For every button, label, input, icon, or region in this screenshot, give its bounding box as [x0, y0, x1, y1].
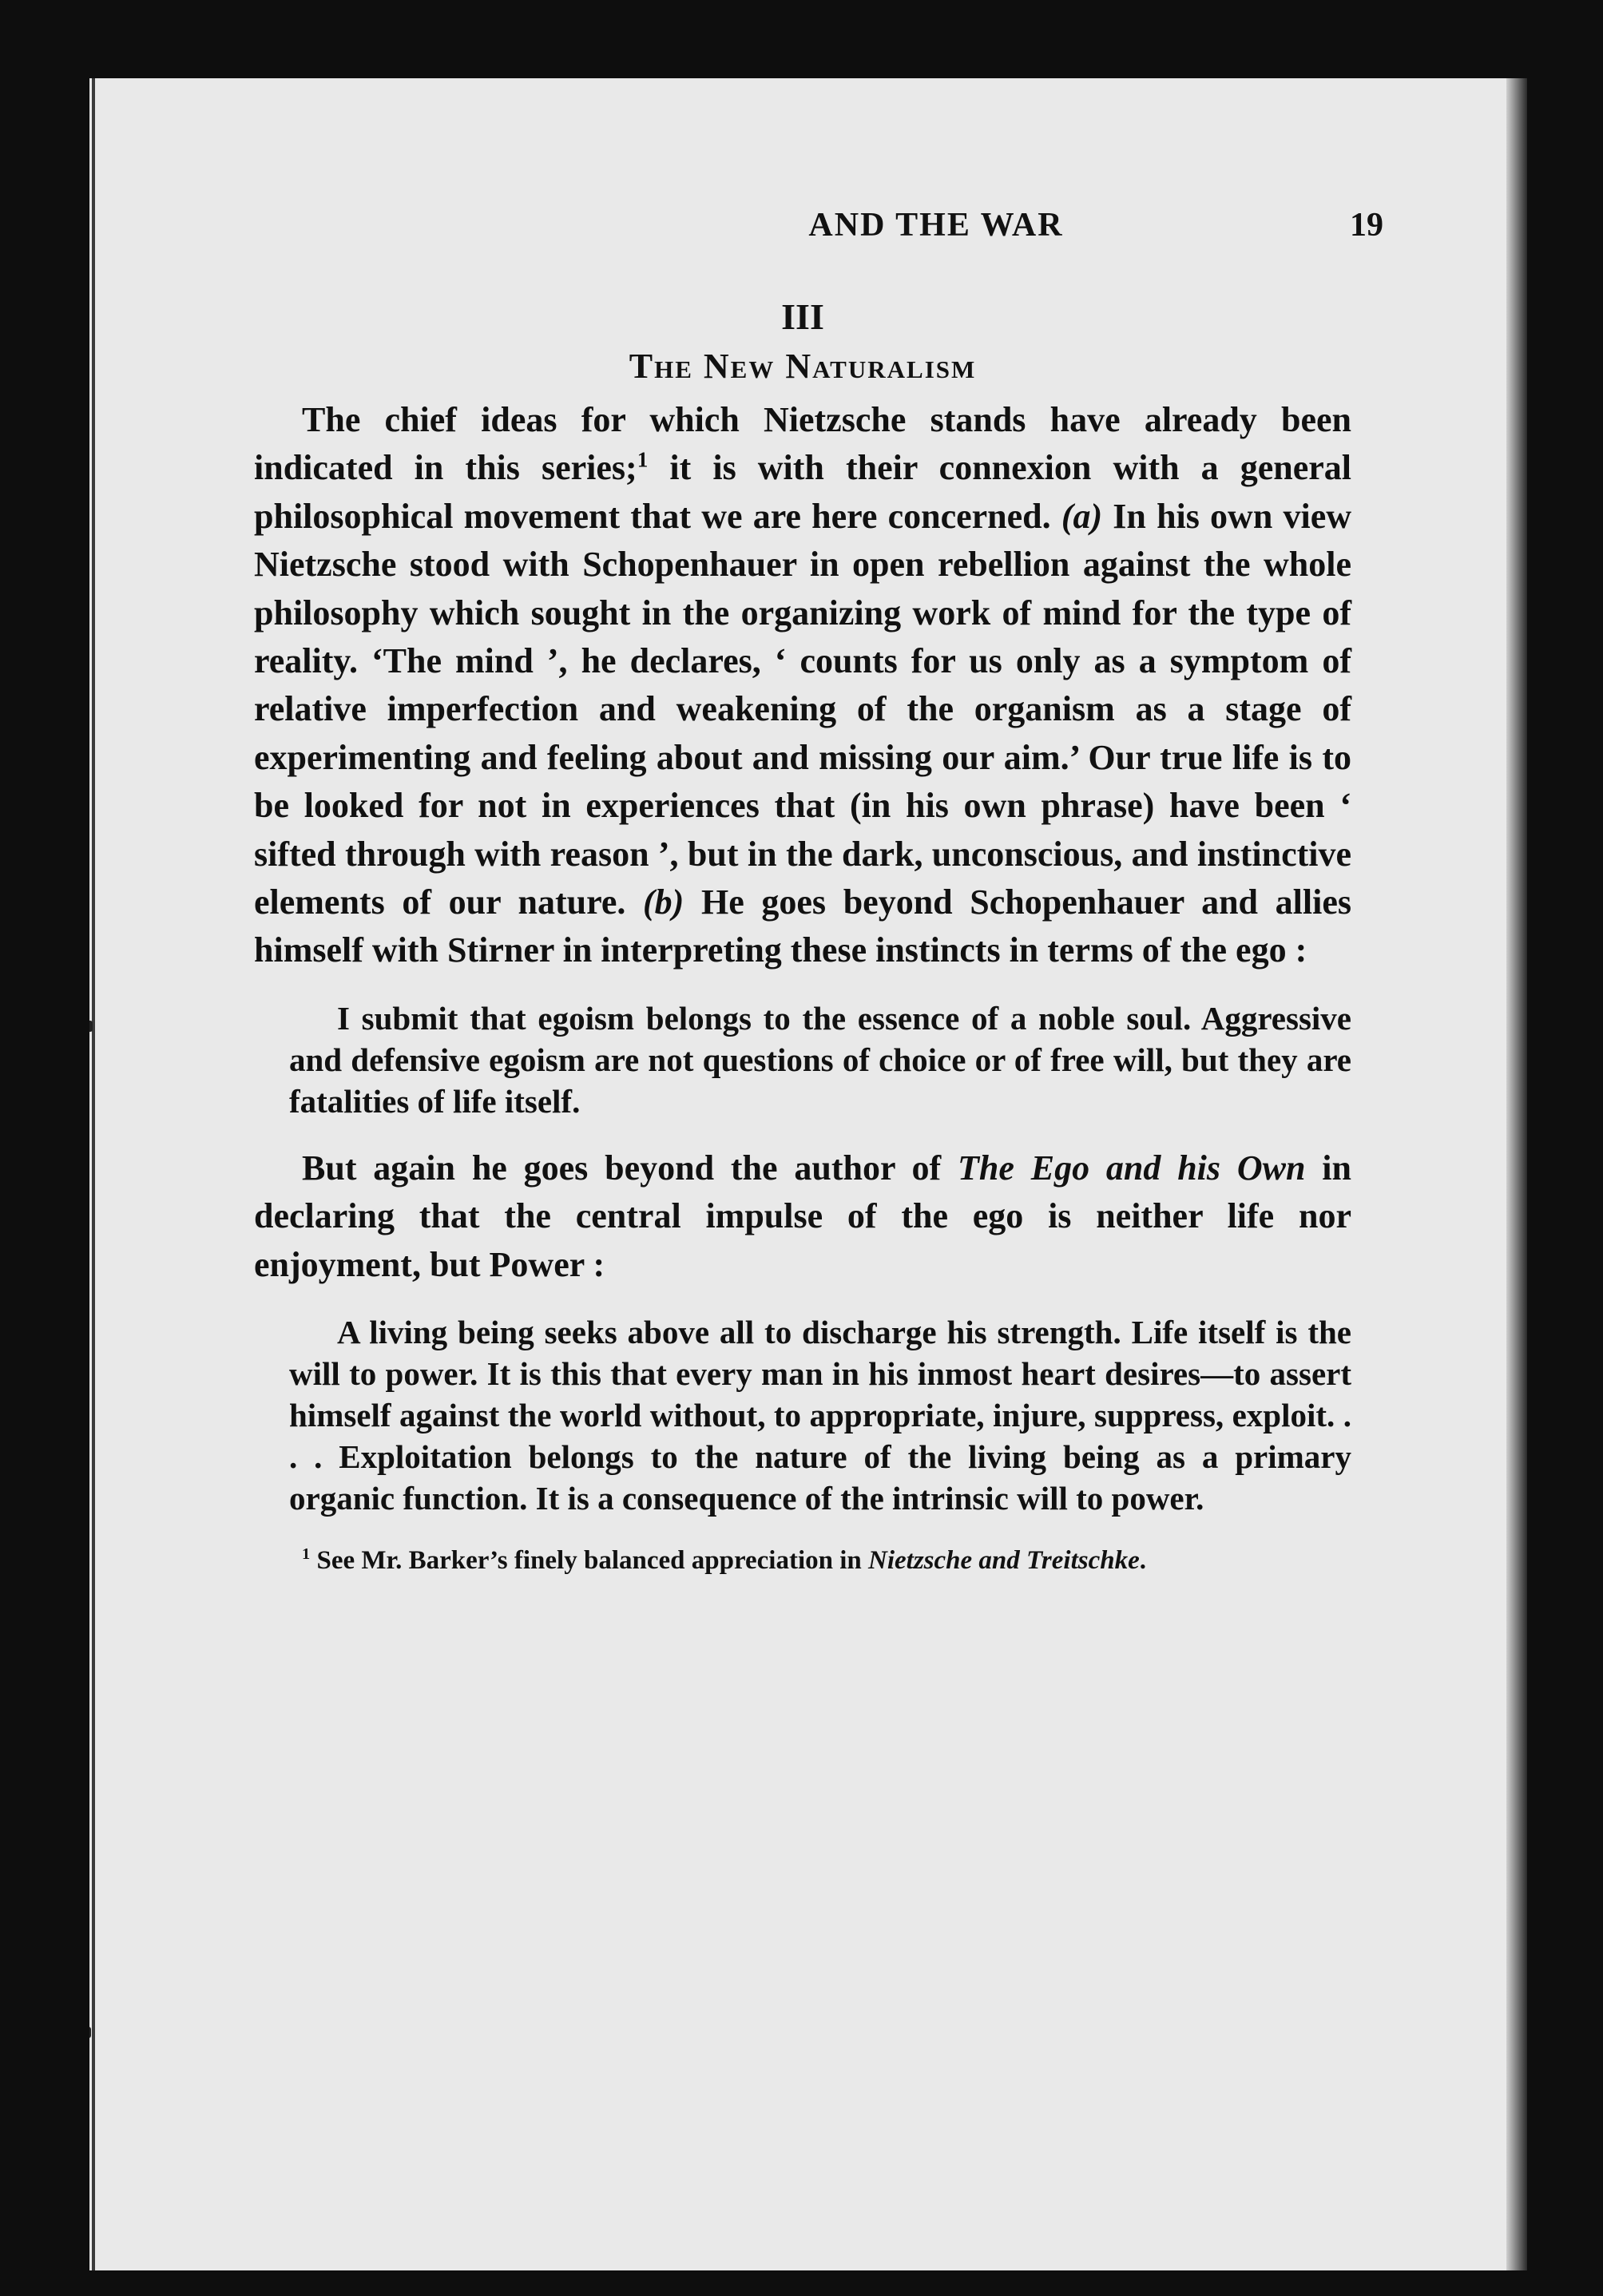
- point-label: (a): [1061, 496, 1103, 536]
- text-block: [254, 292, 1351, 1580]
- paragraph-text: In his own view Nietzsche stood with Schopenhauer in open rebellion against the whole philosophy which sought in the organizing work of mind for the type of reality. ‘The mind ’, he declares, ‘ counts for us only as a symptom of relative imperfection and weakening of the organism as a stage of experimenting and feeling about and missing our aim.’ Our true life is to be looked for not in experiences that (in his own phrase) have been ‘ sifted through with reason ’, but in the dark, unconscious, and instinctive elements of our nature.: [254, 496, 1352, 922]
- scan-speck: [89, 2027, 91, 2038]
- scan-speck: [89, 1021, 93, 1032]
- block-quote: A living being seeks above all to discharge his strength. Life itself is the will to power. It is this that every man in his inmost heart desires—to assert himself against the world without, to appropriate, injure, suppress, exploit. . . . Exploitation belongs to the nature of the living being as a primary organic function. It is a consequence of the intrinsic will to power.: [289, 1314, 1351, 1517]
- footnote-text: See Mr. Barker’s finely balanced appreciation in: [310, 1546, 868, 1576]
- footnote: [254, 1541, 1351, 1580]
- paragraph-text: The chief ideas for which Nietzsche stands have already been indicated in this series;: [254, 400, 1351, 488]
- book-title: The Ego and his Own: [958, 1148, 1306, 1188]
- page-number: 19: [1350, 207, 1383, 244]
- section-title: The New Naturalism: [629, 347, 977, 386]
- point-label: (b): [643, 882, 684, 922]
- page-edge-shadow: [1506, 78, 1527, 2270]
- paragraph-text: He goes beyond Schopenhauer and allies himself with Stirner in interpreting these instincts in terms of the ego :: [254, 882, 1351, 970]
- paragraph-text: it is with their connexion with a general philosophical movement that we are here concerned.: [254, 448, 1352, 536]
- footnote-marker: 1: [637, 447, 649, 472]
- book-page: [89, 78, 1527, 2270]
- paragraph-text: in declaring that the central impulse of the ego is neither life nor enjoyment, but Power :: [254, 1148, 1351, 1284]
- footnote-number: 1: [302, 1545, 311, 1564]
- paragraph: [254, 1144, 1351, 1289]
- page-gutter-line: [92, 78, 95, 2270]
- footnote-book-title: Nietzsche and Treitschke: [868, 1546, 1140, 1576]
- footnote-end: .: [1139, 1546, 1146, 1576]
- section-numeral: III: [781, 296, 824, 337]
- running-title: AND THE WAR: [808, 207, 1064, 244]
- paragraph: [254, 396, 1351, 975]
- running-head: [601, 206, 1383, 254]
- block-quote: I submit that egoism belongs to the essence of a noble soul. Aggressive and defensive egoism are not questions of choice or of free will, but they are fatalities of life itself.: [289, 999, 1351, 1120]
- paragraph-text: But again he goes beyond the author of: [302, 1148, 958, 1188]
